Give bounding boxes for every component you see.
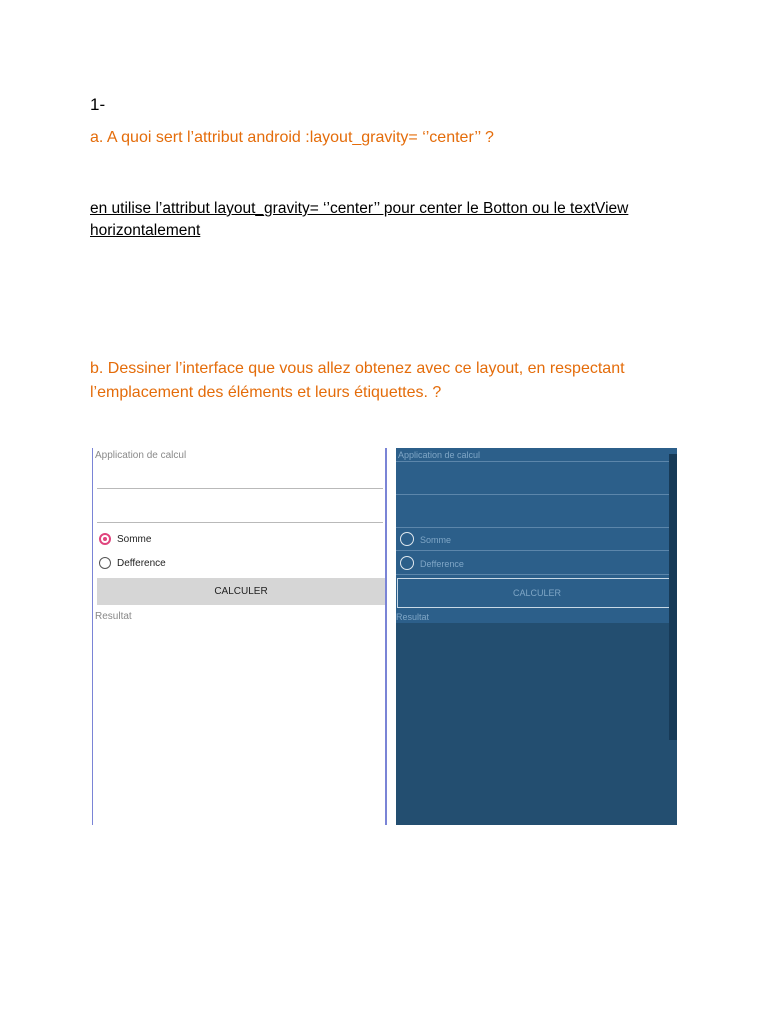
divider: [396, 574, 673, 575]
divider: [396, 461, 673, 462]
divider: [396, 550, 673, 551]
number-input-1[interactable]: [97, 488, 383, 489]
number-input-2[interactable]: [396, 527, 673, 528]
radio-defference-label: Defference: [117, 558, 166, 569]
question-b: b. Dessiner l’interface que vous allez obtenez avec ce layout, en respectant l’emplacement des éléments et leurs étiquettes. ?: [90, 360, 625, 401]
result-label: Resultat: [95, 611, 132, 622]
number-input-2[interactable]: [97, 522, 383, 523]
section-number: 1-: [90, 95, 106, 114]
scrollbar[interactable]: [669, 454, 677, 740]
light-preview-screenshot: [92, 448, 387, 825]
radio-somme-label: Somme: [117, 534, 152, 545]
number-input-1[interactable]: [396, 494, 673, 495]
radio-somme[interactable]: [400, 532, 414, 546]
answer-a: en utilise l’attribut layout_gravity= ‘’center’’ pour center le Botton ou le textView horizontalement: [90, 200, 629, 239]
radio-defference-label: Defference: [420, 559, 464, 569]
radio-somme[interactable]: [99, 533, 111, 545]
calculate-button[interactable]: CALCULER: [97, 578, 385, 605]
radio-somme-label: Somme: [420, 535, 452, 545]
app-title-label: Application de calcul: [398, 450, 481, 460]
dark-preview-screenshot: [396, 448, 677, 825]
result-label: Resultat: [396, 612, 430, 622]
question-a: a. A quoi sert l’attribut android :layout_gravity= ‘’center’’ ?: [90, 129, 494, 146]
radio-defference[interactable]: [400, 556, 414, 570]
app-title-label: Application de calcul: [95, 450, 187, 461]
radio-defference[interactable]: [99, 557, 111, 569]
calculate-button[interactable]: CALCULER: [397, 578, 677, 608]
